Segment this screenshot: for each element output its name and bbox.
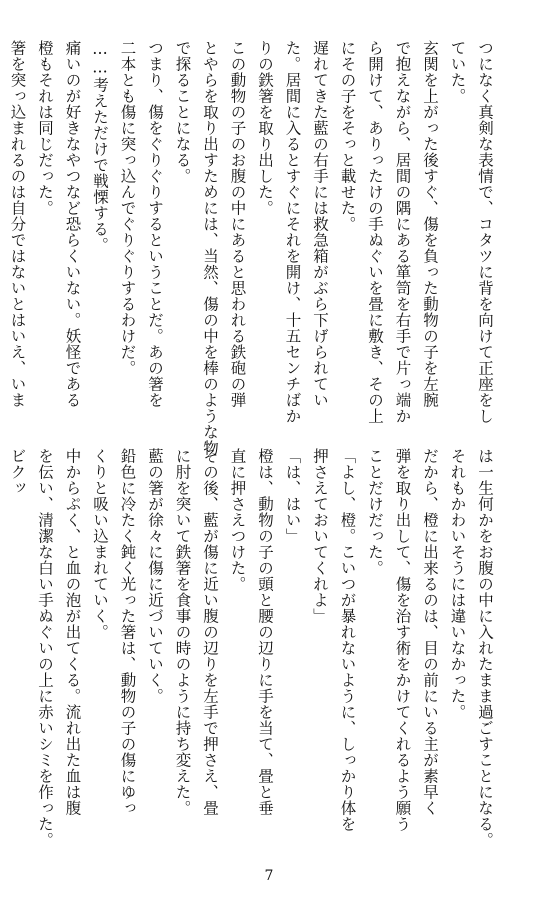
text-line: 箸を突っ込まれるのは自分ではないとはいえ、いま — [8, 40, 27, 408]
text-line: それもかわいそうには違いなかった。 — [448, 448, 467, 720]
text-line: 橙もそれは同じだった。 — [36, 40, 54, 216]
text-line: で探ることになる。 — [173, 40, 192, 184]
text-line — [0, 448, 3, 858]
text-block-bottom — [8, 448, 498, 858]
text-line: 橙は、動物の子の頭と腰の辺りに手を当て、畳と垂 — [256, 448, 274, 816]
text-block-top — [8, 40, 498, 456]
text-line: 玄関を上がった後すぐ、傷を負った動物の子を左腕 — [421, 40, 439, 408]
text-line: 痛いのが好きなやつなど恐らくいない。妖怪である — [63, 40, 82, 408]
text-line: ていた。 — [448, 40, 467, 104]
text-line: 中からぷく、と血の泡が出てくる。流れ出た血は腹 — [63, 448, 82, 816]
text-line: ビクッ — [8, 448, 27, 496]
text-line: 藍の箸が徐々に傷に近づいていく。 — [146, 448, 164, 704]
text-line — [0, 40, 3, 418]
text-line: ら開けて、ありったけの手ぬぐいを畳に敷き、その上 — [366, 40, 384, 424]
text-line: くりと吸い込まれていく。 — [91, 448, 109, 640]
text-line: 「よし、橙。こいつが暴れないように、しっかり体を — [338, 448, 357, 832]
text-line: で抱えながら、居間の隅にある箪笥を右手で片っ端か — [393, 40, 412, 424]
text-line: は一生何かをお腹の中に入れたまま過ごすことになる。 — [476, 448, 494, 848]
text-line: 二本とも傷に突っ込んでぐりぐりするわけだ。 — [118, 40, 137, 376]
text-line: ことだけだった。 — [366, 448, 384, 576]
text-line: その後、藍が傷に近い腹の辺りを左手で押さえ、畳 — [201, 448, 219, 816]
text-line: た。居間に入るとすぐにそれを開け、十五センチばか — [283, 40, 302, 424]
text-line: 直に押さえつけた。 — [228, 448, 247, 592]
text-line: にその子をそっと載せた。 — [338, 40, 357, 232]
text-line: りの鉄箸を取り出した。 — [256, 40, 274, 216]
text-line: を伝い、清潔な白い手ぬぐいの上に赤いシミを作った。 — [36, 448, 54, 848]
text-line: 弾を取り出して、傷を治す術をかけてくれるよう願う — [393, 448, 412, 832]
text-line: ……考えただけで戦慄する。 — [91, 40, 109, 253]
text-line: に肘を突いて鉄箸を食事の時のように持ち変えた。 — [173, 448, 192, 816]
page-number: 7 — [264, 868, 274, 884]
text-line: 遅れてきた藍の右手には救急箱がぶら下げられてい — [311, 40, 329, 408]
text-line: とやらを取り出すためには、当然、傷の中を棒のような物 — [201, 40, 219, 456]
text-line: この動物の子のお腹の中にあると思われる鉄砲の弾 — [228, 40, 247, 408]
text-line: 押さえておいてくれよ」 — [311, 448, 329, 624]
text-line: 「は、はい」 — [283, 448, 302, 544]
text-line: 鉛色に冷たく鈍く光った箸は、動物の子の傷にゆっ — [118, 448, 137, 816]
text-line: だから、橙に出来るのは、目の前にいる主が素早く — [421, 448, 439, 816]
text-line: つになく真剣な表情で、コタツに背を向けて正座をし — [476, 40, 494, 424]
text-line: つまり、傷をぐりぐりするということだ。あの箸を — [146, 40, 164, 408]
